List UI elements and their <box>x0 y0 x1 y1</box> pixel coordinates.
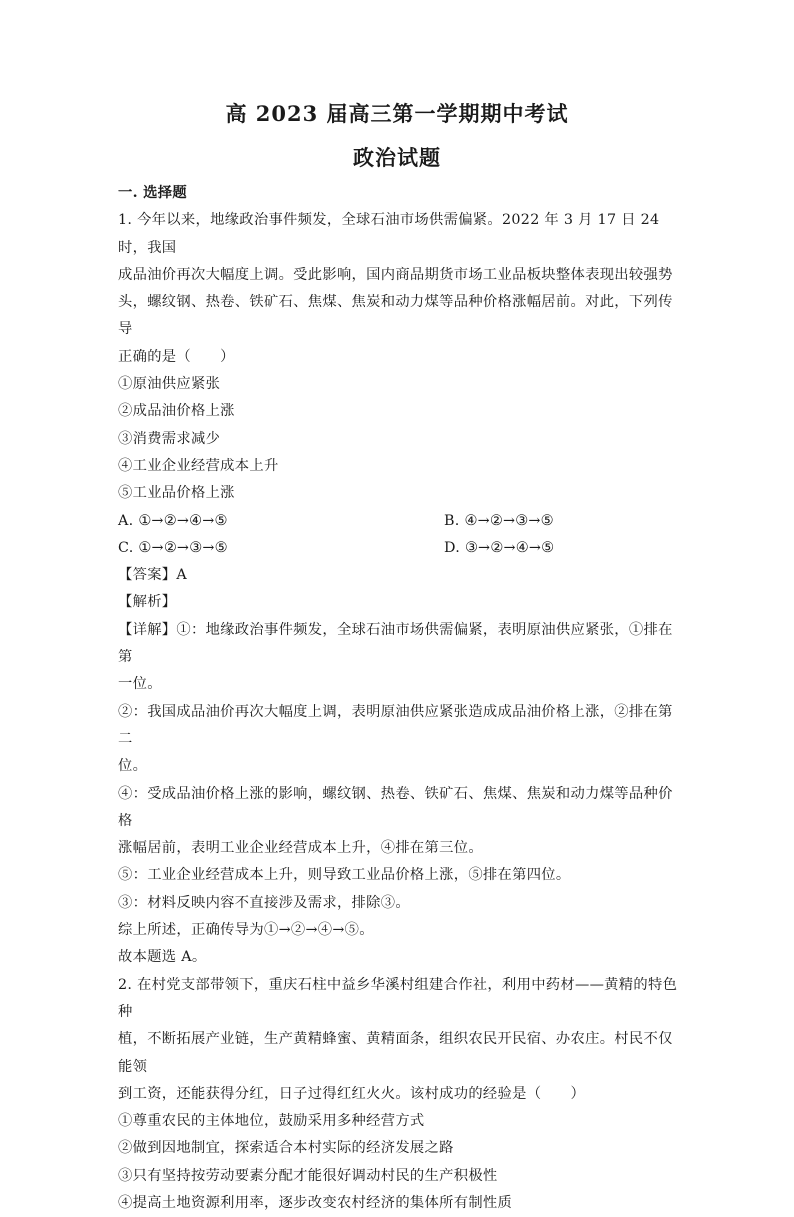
q1-item: ①原油供应紧张 <box>118 376 221 393</box>
q1-stem-line: 头，螺纹钢、热卷、铁矿石、焦煤、焦炭和动力煤等品种价格涨幅居前。对此，下列传导 <box>118 294 673 338</box>
q1-explanation-line: ③：材料反映内容不直接涉及需求，排除③。 <box>118 894 410 911</box>
q1-item: ⑤工业品价格上涨 <box>118 485 235 502</box>
q2-stem-line: 2. 在村党支部带领下，重庆石柱中益乡华溪村组建合作社，利用中药材——黄精的特色种 <box>118 976 678 1020</box>
q2-stem-line: 到工资，还能获得分红，日子过得红红火火。该村成功的经验是（ ） <box>118 1085 586 1102</box>
q1-options-row-1 <box>118 508 680 535</box>
exam-title: 高 2023 届高三第一学期期中考试 <box>225 101 569 126</box>
q1-explanation-line: ②：我国成品油价再次大幅度上调，表明原油供应紧张造成成品油价格上涨，②排在第二 <box>118 703 673 747</box>
q1-options-row-2 <box>118 535 680 562</box>
q1-explanation-line: 一位。 <box>118 676 162 693</box>
q1-explanation-line: 【详解】①：地缘政治事件频发，全球石油市场供需偏紧，表明原油供应紧张，①排在第 <box>118 621 673 666</box>
q2-stem-line: 植，不断拓展产业链，生产黄精蜂蜜、黄精面条，组织农民开民宿、办农庄。村民不仅能领 <box>118 1031 673 1075</box>
q1-explanation-line: 涨幅居前，表明工业企业经营成本上升，④排在第三位。 <box>118 840 483 857</box>
q1-stem-line: 1. 今年以来，地缘政治事件频发，全球石油市场供需偏紧。2022 年 3 月 17 日 24 时，我国 <box>118 212 660 256</box>
q1-explanation-line: ⑤：工业企业经营成本上升，则导致工业品价格上涨，⑤排在第四位。 <box>118 867 571 884</box>
q1-explanation-line: 综上所述，正确传导为①→②→④→⑤。 <box>118 922 374 939</box>
q1-explanation-line: 故本题选 A。 <box>118 949 207 966</box>
section-heading: 一. 选择题 <box>118 185 187 201</box>
q2-item: ③只有坚持按劳动要素分配才能很好调动村民的生产积极性 <box>118 1167 498 1184</box>
q1-explanation-line: ④：受成品油价格上涨的影响，螺纹钢、热卷、铁矿石、焦煤、焦炭和动力煤等品种价格 <box>118 785 673 829</box>
q1-stem-line: 成品油价再次大幅度上调。受此影响，国内商品期货市场工业品板块整体表现出较强势 <box>118 266 673 283</box>
q2-item: ④提高土地资源利用率，逐步改变农村经济的集体所有制性质 <box>118 1194 513 1211</box>
document-body <box>118 180 680 1217</box>
q1-explanation-line: 位。 <box>118 758 148 775</box>
exam-subtitle: 政治试题 <box>353 145 441 170</box>
q1-answer: 【答案】A <box>118 567 188 584</box>
q1-option-d: D. ③→②→④→⑤ <box>444 539 555 556</box>
q1-item: ②成品油价格上涨 <box>118 403 235 420</box>
q1-option-a: A. ①→②→④→⑤ <box>118 512 228 529</box>
q1-stem-line: 正确的是（ ） <box>118 348 235 365</box>
q2-item: ①尊重农民的主体地位，鼓励采用多种经营方式 <box>118 1113 425 1130</box>
q1-analysis-label: 【解析】 <box>118 594 177 611</box>
q1-item: ④工业企业经营成本上升 <box>118 457 279 474</box>
q1-item: ③消费需求减少 <box>118 430 221 447</box>
q2-item: ②做到因地制宜，探索适合本村实际的经济发展之路 <box>118 1140 454 1157</box>
q1-option-c: C. ①→②→③→⑤ <box>118 539 228 556</box>
q1-option-b: B. ④→②→③→⑤ <box>444 512 554 529</box>
